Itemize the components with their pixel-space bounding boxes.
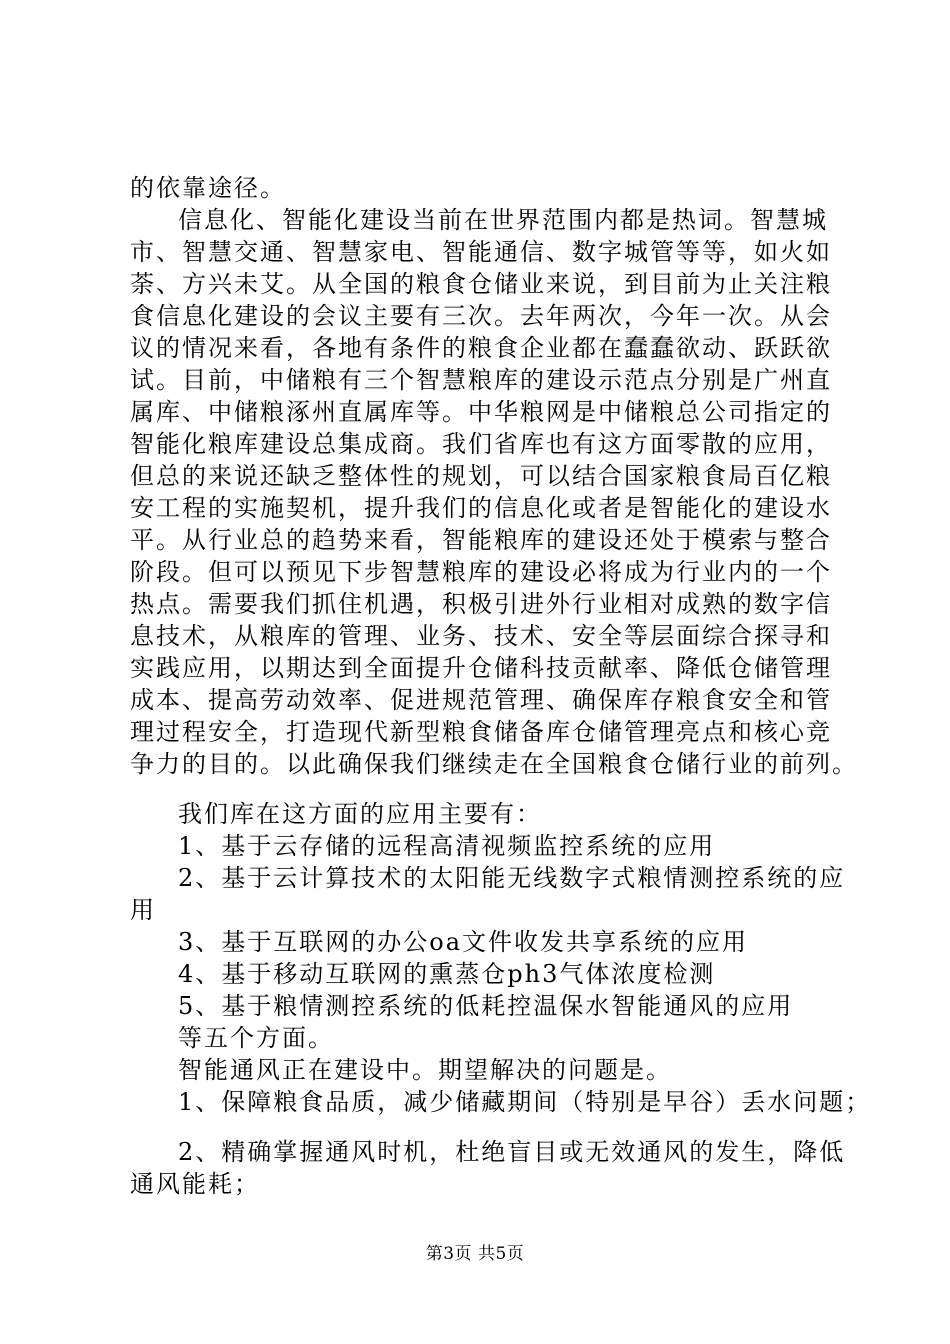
paragraph-line: 智能化粮库建设总集成商。我们省库也有这方面零散的应用， <box>130 430 832 458</box>
list-item: 1、基于云存储的远程高清视频监控系统的应用 <box>178 832 716 860</box>
paragraph-line: 平。从行业总的趋势来看，智能粮库的建设还处于模索与整合 <box>130 526 832 554</box>
paragraph-line: 成本、提高劳动效率、促进规范管理、确保库存粮食安全和管 <box>130 686 832 714</box>
paragraph-line: 息技术，从粮库的管理、业务、技术、安全等层面综合探寻和 <box>130 622 832 650</box>
paragraph-line: 安工程的实施契机，提升我们的信息化或者是智能化的建设水 <box>130 494 832 522</box>
paragraph-line: 智能通风正在建设中。期望解决的问题是。 <box>178 1056 672 1084</box>
list-item-continuation: 用 <box>130 896 156 924</box>
paragraph-line: 荼、方兴未艾。从全国的粮食仓储业来说，到目前为止关注粮 <box>130 270 832 298</box>
paragraph-line: 争力的目的。以此确保我们继续走在全国粮食仓储行业的前列。 <box>130 750 858 778</box>
paragraph-line: 理过程安全，打造现代新型粮食储备库仓储管理亮点和核心竞 <box>130 718 832 746</box>
paragraph-line: 阶段。但可以预见下步智慧粮库的建设必将成为行业内的一个 <box>130 558 832 586</box>
list-item: 1、保障粮食品质，减少储藏期间（特别是早谷）丢水问题； <box>178 1088 872 1116</box>
paragraph-line: 等五个方面。 <box>178 1024 334 1052</box>
paragraph-line: 试。目前，中储粮有三个智慧粮库的建设示范点分别是广州直 <box>130 366 832 394</box>
paragraph-line: 属库、中储粮涿州直属库等。中华粮网是中储粮总公司指定的 <box>130 398 832 426</box>
list-intro: 我们库在这方面的应用主要有： <box>178 800 542 828</box>
paragraph-line: 实践应用，以期达到全面提升仓储科技贡献率、降低仓储管理 <box>130 654 832 682</box>
paragraph-line: 热点。需要我们抓住机遇，积极引进外行业相对成熟的数字信 <box>130 590 832 618</box>
list-item: 4、基于移动互联网的熏蒸仓ph3气体浓度检测 <box>178 960 716 988</box>
list-item-continuation: 通风能耗； <box>130 1170 260 1198</box>
list-item: 2、基于云计算技术的太阳能无线数字式粮情测控系统的应 <box>178 864 846 892</box>
paragraph-line: 但总的来说还缺乏整体性的规划，可以结合国家粮食局百亿粮 <box>130 462 832 490</box>
paragraph-line: 的依靠途径。 <box>130 174 286 202</box>
paragraph-line: 市、智慧交通、智慧家电、智能通信、数字城管等等，如火如 <box>130 238 832 266</box>
paragraph-line: 信息化、智能化建设当前在世界范围内都是热词。智慧城 <box>178 206 828 234</box>
page-number-footer: 第3页 共5页 <box>425 1244 525 1264</box>
paragraph-line: 议的情况来看，各地有条件的粮食企业都在蠢蠢欲动、跃跃欲 <box>130 334 832 362</box>
paragraph-line: 食信息化建设的会议主要有三次。去年两次，今年一次。从会 <box>130 302 832 330</box>
list-item: 3、基于互联网的办公oa文件收发共享系统的应用 <box>178 928 749 956</box>
list-item: 2、精确掌握通风时机，杜绝盲目或无效通风的发生，降低 <box>178 1138 846 1166</box>
list-item: 5、基于粮情测控系统的低耗控温保水智能通风的应用 <box>178 992 794 1020</box>
